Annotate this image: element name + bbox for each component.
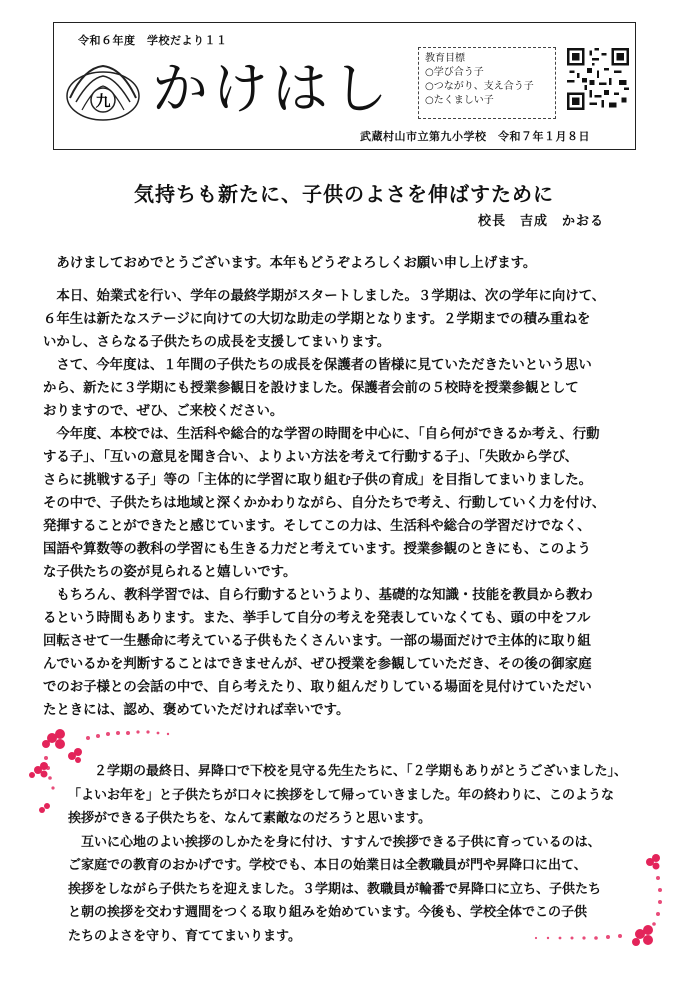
greeting-section-line: 挨拶ができる子供たちを、なんて素敵なのだろうと思います。	[68, 811, 431, 826]
newsletter-edition: 令和６年度 学校だより１１	[78, 34, 228, 47]
article-headline: 気持ちも新たに、子供のよさを伸ばすために	[134, 182, 554, 206]
paragraph-line: でのお子様との会話の中で、自ら考えたり、取り組んだりしている場面を見付けていただい	[43, 680, 592, 695]
paragraph-line: する子」、「互いの意見を聞き合い、よりよい方法を考えて行動する子」、「失敗から学び、	[43, 450, 579, 465]
qr-code-icon	[567, 48, 629, 110]
paragraph-line: るという時間もあります。また、挙手して自分の考えを発表していなくても、頭の中をフル	[43, 611, 591, 626]
paragraph-line: さて、今年度は、１年間の子供たちの成長を保護者の皆様に見ていただきたいという思い	[56, 358, 592, 373]
greeting-section-line: 挨拶をしながら子供たちを迎えました。３学期は、教職員が輪番で昇降口に立ち、子供たち	[68, 881, 602, 897]
goal-item: ○たくましい子	[425, 95, 494, 106]
greeting-section-line: ご家庭での教育のおかげです。学校でも、本日の始業日は全教職員が門や昇降口に出て、	[68, 858, 587, 873]
paragraph-line: もちろん、教科学習では、自ら行動するというより、基礎的な知識・技能を教員から教わ	[56, 588, 593, 603]
flower-vine-bottom-right-icon	[470, 850, 680, 960]
paragraph-line: から、新たに３学期にも授業参観日を設けました。保護者会前の５校時を授業参観として	[43, 381, 579, 396]
greeting-section-line: ２学期の最終日、昇降口で下校を見守る先生たちに、「２学期もありがとうございました」、	[94, 764, 628, 779]
goal-item: ○つながり、支え合う子	[425, 81, 534, 92]
article-body	[43, 252, 653, 722]
school-and-date: 武蔵村山市立第九小学校 令和７年１月８日	[360, 130, 590, 143]
emblem-label: 九	[95, 92, 111, 110]
paragraph-line: 今年度、本校では、生活科や総合的な学習の時間を中心に、「自ら何ができるか考え、行動	[56, 427, 600, 442]
greeting-line: あけましておめでとうございます。本年もどうぞよろしくお願い申し上げます。	[56, 256, 537, 271]
school-emblem-icon	[64, 58, 142, 128]
newsletter-title: かけはし	[152, 57, 392, 122]
paragraph-line: な子供たちの姿が見られると嬉しいです。	[43, 565, 297, 580]
greeting-section-line: 互いに心地のよい挨拶のしかたを身に付け、すすんで挨拶できる子供に育っているのは、	[81, 834, 601, 850]
goals-heading: 教育目標	[425, 53, 465, 64]
paragraph-line: その中で、子供たちは地域と深くかかわりながら、自分たちで考え、行動していく力を付け、	[43, 496, 606, 511]
article-author: 校長 吉成 かおる	[478, 214, 605, 229]
paragraph-line: 発揮することができたと感じています。そしてこの力は、生活科や総合の学習だけでなく、	[43, 519, 591, 534]
paragraph-line: いかし、さらなる子供たちの成長を支援してまいります。	[43, 335, 391, 350]
paragraph-line: 本日、始業式を行い、学年の最終学期がスタートしました。３学期は、次の学年に向けて、	[56, 289, 606, 304]
education-goals	[418, 47, 556, 119]
paragraph-line: んでいるかを判断することはできませんが、ぜひ授業を参観していただき、その後の御家庭	[43, 657, 592, 672]
paragraph-line: おりますので、ぜひ、ご来校ください。	[43, 404, 284, 419]
flower-left-edge-icon	[12, 740, 52, 820]
greeting-section-line: たちのよさを守り、育ててまいります。	[68, 928, 301, 944]
goal-item: ○学び合う子	[425, 67, 484, 78]
paragraph-line: ６年生は新たなステージに向けての大切な助走の学期となります。２学期までの積み重ねを	[43, 312, 591, 327]
paragraph-line: たときには、認め、褒めていただければ幸いです。	[43, 703, 350, 718]
greeting-section-line: 「よいお年を」と子供たちが口々に挨拶をして帰っていきました。年の終わりに、このような	[68, 787, 615, 803]
paragraph-line: さらに挑戦する子」等の「主体的に学習に取り組む子供の育成」を目指してまいりました。	[43, 473, 593, 488]
paragraph-line: 国語や算数等の教科の学習にも生きる力だと考えています。授業参観のときにも、このよう	[43, 542, 591, 557]
paragraph-line: 回転させて一生懸命に考えている子供もたくさんいます。一部の場面だけで主体的に取り組	[43, 634, 591, 649]
greeting-section-line: と朝の挨拶を交わす週間をつくる取り組みを始めています。今後も、学校全体でこの子供	[68, 905, 587, 920]
